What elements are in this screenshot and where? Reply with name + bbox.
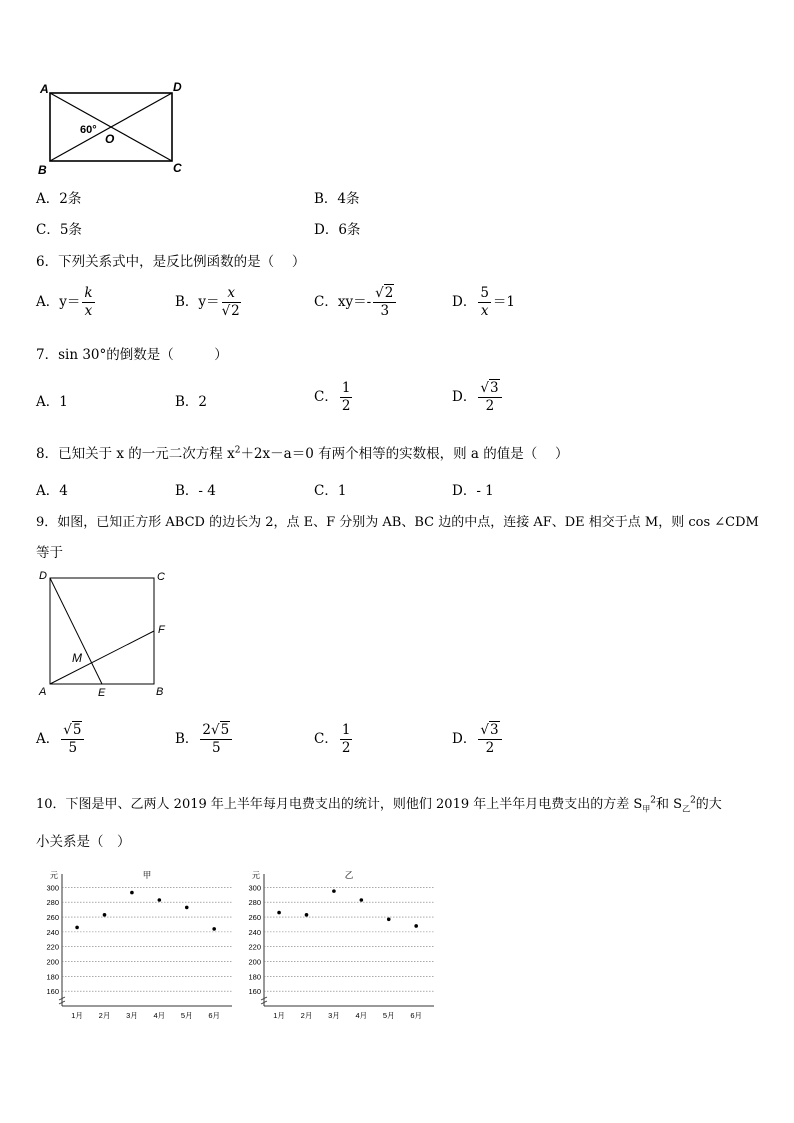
q6-option-d: D． $\frac{5}{x}$ ＝1 bbox=[452, 285, 516, 319]
angle-label: 60° bbox=[80, 124, 97, 136]
data-point bbox=[332, 889, 336, 893]
x-tick-label: 1月 bbox=[71, 1011, 83, 1020]
y-tick-label: 180 bbox=[46, 972, 59, 982]
q5-option-d: D．6条 bbox=[314, 222, 361, 238]
q6-option-c: C．xy＝- $\frac{√2}{3}$ bbox=[314, 285, 398, 320]
q6-stem: 6．下列关系式中，是反比例函数的是（ ） bbox=[36, 254, 306, 270]
x-tick-label: 4月 bbox=[153, 1011, 166, 1020]
y-tick-label: 240 bbox=[46, 927, 59, 937]
q7-option-b: B．2 bbox=[175, 394, 208, 410]
q8-option-a: A．4 bbox=[36, 483, 68, 499]
square-figure bbox=[34, 566, 174, 701]
label-c: C bbox=[157, 571, 165, 583]
q9-option-b: B． $\frac{2√5}{5}$ bbox=[175, 722, 234, 757]
x-tick-label: 4月 bbox=[355, 1011, 368, 1020]
label-a: A bbox=[39, 686, 47, 698]
q6-option-a: A．y＝ $\frac{k}{x}$ bbox=[36, 285, 93, 319]
line-af bbox=[50, 631, 154, 684]
y-tick-label: 220 bbox=[46, 942, 59, 952]
q9-option-a: A． $\frac{√5}{5}$ bbox=[36, 722, 86, 757]
rectangle-figure bbox=[30, 75, 200, 180]
x-tick-label: 5月 bbox=[180, 1011, 193, 1020]
y-tick-label: 200 bbox=[46, 957, 59, 967]
y-tick-label: 240 bbox=[248, 927, 261, 937]
data-point bbox=[130, 891, 134, 895]
q8-option-d: D．- 1 bbox=[452, 483, 494, 499]
label-o: O bbox=[105, 132, 115, 146]
label-c: C bbox=[173, 161, 182, 175]
x-tick-label: 2月 bbox=[98, 1011, 111, 1020]
y-tick-label: 280 bbox=[46, 898, 59, 908]
q10-stem-line1: 10．下图是甲、乙两人 2019 年上半年每月电费支出的统计，则他们 2019 年上半年月电费支出的方差 $S_甲^2$和 $S_乙^2$的大 bbox=[36, 795, 722, 814]
data-point bbox=[387, 917, 391, 921]
y-tick-label: 160 bbox=[46, 987, 59, 997]
q7-option-d: D． $\frac{√3}{2}$ bbox=[452, 380, 504, 415]
y-tick-label: 260 bbox=[46, 913, 59, 923]
square-outline bbox=[50, 578, 154, 684]
q5-option-b: B．4条 bbox=[314, 191, 360, 207]
data-point bbox=[185, 906, 189, 910]
q9-stem-line2: 等于 bbox=[36, 545, 63, 561]
q7-option-a: A．1 bbox=[36, 394, 68, 410]
q9-option-c: C． $\frac{1}{2}$ bbox=[314, 722, 351, 756]
y-axis-label: 元 bbox=[50, 871, 58, 880]
q5-option-a: A．2条 bbox=[36, 191, 82, 207]
q8-option-b: B．- 4 bbox=[175, 483, 216, 499]
label-e: E bbox=[98, 687, 106, 699]
q9-option-d: D． $\frac{√3}{2}$ bbox=[452, 722, 504, 757]
line-de bbox=[50, 578, 102, 684]
q8-option-c: C．1 bbox=[314, 483, 347, 499]
y-axis-label: 元 bbox=[252, 871, 260, 880]
x-tick-label: 3月 bbox=[328, 1011, 340, 1020]
x-tick-label: 6月 bbox=[208, 1011, 221, 1020]
y-tick-label: 160 bbox=[248, 987, 261, 997]
chart-title: 乙 bbox=[344, 870, 354, 880]
y-tick-label: 300 bbox=[46, 883, 59, 893]
x-tick-label: 2月 bbox=[300, 1011, 313, 1020]
q9-stem-line1: 9．如图，已知正方形 ABCD 的边长为 2，点 E、F 分别为 AB、BC 边的中点，连接 AF、DE 相交于点 M，则 cos ∠CDM bbox=[36, 515, 759, 530]
x-tick-label: 5月 bbox=[382, 1011, 395, 1020]
x-tick-label: 6月 bbox=[410, 1011, 423, 1020]
q7-option-c: C． $\frac{1}{2}$ bbox=[314, 380, 351, 414]
data-point bbox=[75, 926, 79, 930]
y-tick-label: 200 bbox=[248, 957, 261, 967]
q10-stem-line2: 小关系是（ ） bbox=[36, 834, 131, 850]
label-b: B bbox=[38, 163, 47, 177]
data-point bbox=[277, 911, 281, 915]
data-point bbox=[414, 924, 418, 928]
label-a: A bbox=[40, 82, 49, 96]
chart-jia bbox=[40, 866, 240, 1024]
y-tick-label: 300 bbox=[248, 883, 261, 893]
y-tick-label: 280 bbox=[248, 898, 261, 908]
y-tick-label: 220 bbox=[248, 942, 261, 952]
y-tick-label: 260 bbox=[248, 913, 261, 923]
data-point bbox=[305, 913, 309, 917]
x-tick-label: 3月 bbox=[126, 1011, 138, 1020]
data-point bbox=[360, 898, 364, 902]
x-tick-label: 1月 bbox=[273, 1011, 285, 1020]
label-m: M bbox=[72, 651, 82, 665]
chart-title: 甲 bbox=[142, 870, 152, 880]
data-point bbox=[212, 927, 216, 931]
chart-yi bbox=[242, 866, 442, 1024]
q5-option-c: C．5条 bbox=[36, 222, 82, 238]
data-point bbox=[158, 898, 162, 902]
label-d: D bbox=[173, 80, 182, 94]
y-tick-label: 180 bbox=[248, 972, 261, 982]
label-d: D bbox=[39, 570, 47, 582]
label-f: F bbox=[158, 624, 165, 636]
q8-stem: 8．已知关于 x 的一元二次方程 $x^2+2x-a=0$ 有两个相等的实数根，则 a 的值是（ ） bbox=[36, 445, 569, 462]
label-b: B bbox=[156, 686, 164, 698]
q7-stem: 7．sin 30°的倒数是（ ） bbox=[36, 347, 228, 363]
q6-option-b: B．y＝ $\frac{x}{√2}$ bbox=[175, 285, 240, 319]
data-point bbox=[103, 913, 107, 917]
